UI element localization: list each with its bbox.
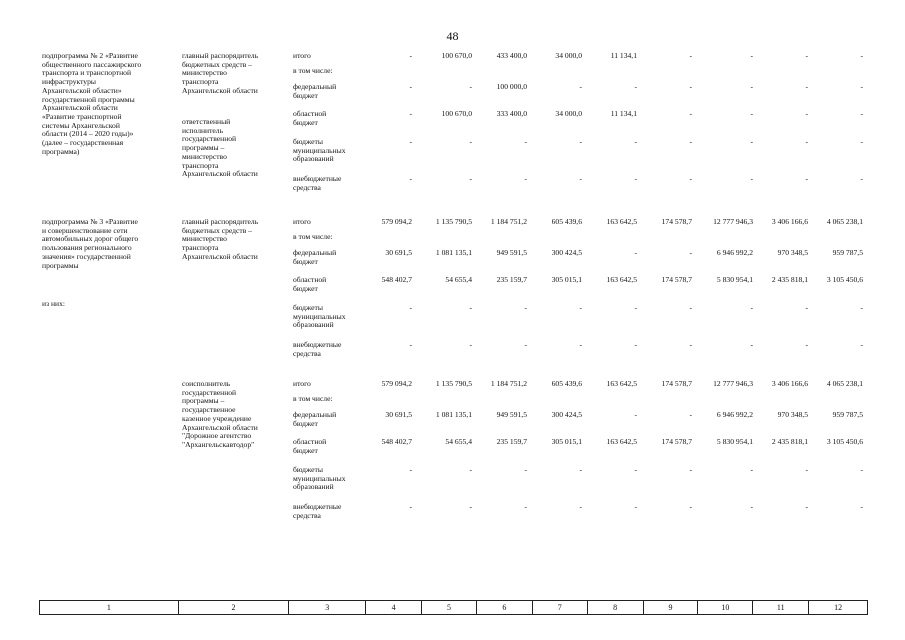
subprogram-name-line: автомобильных дорог общего — [42, 234, 139, 244]
amount-cell: 5 830 954,1 — [716, 275, 753, 284]
amount-cell: - — [409, 502, 412, 511]
funding-source-label-line: бюджеты — [293, 303, 323, 312]
column-number-cell: 4 — [366, 601, 422, 614]
subprogram-name-line: системы Архангельской — [42, 120, 120, 130]
amount-cell: 1 135 790,5 — [435, 379, 472, 388]
amount-cell: - — [689, 502, 692, 511]
amount-cell: - — [409, 174, 412, 183]
amount-cell: 433 400,0 — [496, 51, 527, 60]
funding-source-label — [293, 110, 373, 127]
column-number-cell: 3 — [289, 601, 366, 614]
funding-source-label-line: бюджет — [293, 418, 318, 428]
amount-cell: - — [634, 137, 637, 146]
funding-source-label-line: средства — [293, 510, 321, 520]
responsible-executor-line: главный распорядитель — [182, 51, 259, 60]
funding-source-label-line: федеральный — [293, 82, 337, 91]
responsible-executor-line: программы – — [182, 143, 225, 153]
funding-source-label-line: образований — [293, 482, 334, 492]
column-number-cell: 11 — [753, 601, 809, 614]
amount-cell: - — [860, 303, 863, 312]
amount-cell: - — [805, 465, 808, 474]
funding-source-label-line: внебюджетные — [293, 340, 342, 349]
amount-cell: 300 424,5 — [551, 410, 582, 419]
amount-cell: - — [579, 340, 582, 349]
amount-cell: 1 135 790,5 — [435, 217, 472, 226]
amount-cell: 2 435 818,1 — [771, 275, 808, 284]
amount-cell: - — [860, 174, 863, 183]
responsible-executor-line: министерство — [182, 151, 227, 161]
amount-cell: - — [750, 109, 753, 118]
amount-cell: - — [860, 502, 863, 511]
funding-source-label — [293, 83, 373, 100]
amount-cell: 1 184 751,2 — [490, 217, 527, 226]
responsible-executor-line: бюджетных средств – — [182, 59, 252, 69]
amount-cell: - — [805, 303, 808, 312]
amount-cell: - — [689, 303, 692, 312]
subprogram-name-line: Архангельской области» — [42, 85, 122, 95]
column-number-cell: 9 — [644, 601, 699, 614]
amount-cell: - — [634, 248, 637, 257]
subprogram-name-line: (далее – государственная — [42, 138, 124, 148]
amount-cell: 949 591,5 — [496, 410, 527, 419]
subprogram-name-line: государственной программы — [42, 94, 135, 104]
amount-cell: 12 777 946,3 — [713, 379, 753, 388]
responsible-executor-line: транспорта — [182, 243, 219, 253]
amount-cell: 605 439,6 — [551, 379, 582, 388]
responsible-executor-line: "Архангельскавтодор" — [182, 439, 255, 449]
responsible-executor-line: бюджетных средств – — [182, 225, 252, 235]
amount-cell: - — [524, 137, 527, 146]
amount-cell: - — [750, 82, 753, 91]
amount-cell: 2 435 818,1 — [771, 437, 808, 446]
amount-cell: 163 642,5 — [606, 217, 637, 226]
amount-cell: - — [805, 82, 808, 91]
subprogram-name-line: подпрограмма № 2 «Развитие — [42, 51, 138, 60]
amount-cell: 579 094,2 — [381, 379, 412, 388]
amount-cell: 4 065 238,1 — [826, 217, 863, 226]
funding-source-label-line: образований — [293, 320, 334, 330]
amount-cell: - — [750, 502, 753, 511]
responsible-executor-line: транспорта — [182, 77, 219, 87]
amount-cell: 3 406 166,6 — [771, 217, 808, 226]
subprogram-name-line: транспорта и транспортной — [42, 68, 132, 78]
amount-cell: 30 691,5 — [385, 410, 412, 419]
amount-cell: 1 081 135,1 — [435, 248, 472, 257]
amount-cell: 3 406 166,6 — [771, 379, 808, 388]
funding-source-label-line: муниципальных — [293, 473, 346, 483]
amount-cell: - — [860, 82, 863, 91]
funding-source-label-line: областной — [293, 437, 327, 446]
amount-cell: 12 777 946,3 — [713, 217, 753, 226]
funding-source-label — [293, 503, 373, 520]
funding-source-label-line: образований — [293, 154, 334, 164]
amount-cell: 949 591,5 — [496, 248, 527, 257]
amount-cell: 174 578,7 — [661, 275, 692, 284]
amount-cell: 100 000,0 — [496, 82, 527, 91]
amount-cell: - — [689, 248, 692, 257]
amount-cell: 30 691,5 — [385, 248, 412, 257]
amount-cell: - — [409, 340, 412, 349]
amount-cell: 34 000,0 — [555, 51, 582, 60]
amount-cell: - — [469, 465, 472, 474]
amount-cell: 11 134,1 — [610, 51, 637, 60]
amount-cell: 54 655,4 — [445, 437, 472, 446]
funding-source-label-line: в том числе: — [293, 232, 333, 241]
responsible-executor-line: главный распорядитель — [182, 217, 259, 226]
amount-cell: 100 670,0 — [441, 109, 472, 118]
subprogram-name-line: пользования регионального — [42, 243, 132, 253]
funding-source-label-line: итого — [293, 379, 311, 388]
amount-cell: 300 424,5 — [551, 248, 582, 257]
amount-cell: - — [469, 82, 472, 91]
amount-cell: 235 159,7 — [496, 275, 527, 284]
amount-cell: - — [409, 51, 412, 60]
subprogram-name — [42, 52, 180, 156]
amount-cell: - — [860, 109, 863, 118]
amount-cell: 970 348,5 — [777, 248, 808, 257]
subprogram-name-line: «Развитие транспортной — [42, 111, 122, 121]
funding-source-label — [293, 249, 373, 266]
amount-cell: - — [805, 51, 808, 60]
amount-cell: - — [860, 340, 863, 349]
amount-cell: - — [805, 137, 808, 146]
amount-cell: - — [409, 137, 412, 146]
amount-cell: - — [469, 174, 472, 183]
amount-cell: - — [579, 303, 582, 312]
responsible-executor-line: Архангельской области — [182, 251, 258, 261]
responsible-executor-line: ответственный — [182, 117, 231, 126]
amount-cell: - — [524, 340, 527, 349]
amount-cell: - — [469, 502, 472, 511]
amount-cell: - — [634, 502, 637, 511]
subprogram-name-line: подпрограмма № 3 «Развитие — [42, 217, 138, 226]
amount-cell: - — [634, 465, 637, 474]
page-number: 48 — [446, 29, 459, 43]
amount-cell: 163 642,5 — [606, 379, 637, 388]
amount-cell: 959 787,5 — [832, 248, 863, 257]
amount-cell: - — [524, 303, 527, 312]
amount-cell: - — [689, 410, 692, 419]
funding-source-label — [293, 395, 373, 404]
funding-source-label-line: бюджет — [293, 283, 318, 293]
amount-cell: - — [469, 340, 472, 349]
funding-source-label — [293, 233, 373, 242]
funding-source-label — [293, 341, 373, 358]
amount-cell: - — [579, 137, 582, 146]
column-numbers-row — [39, 600, 868, 615]
funding-source-label-line: муниципальных — [293, 145, 346, 155]
subprogram-name-line: программы — [42, 260, 79, 270]
funding-source-label — [293, 438, 373, 455]
funding-source-label-line: бюджеты — [293, 137, 323, 146]
funding-source-label-line: бюджет — [293, 90, 318, 100]
amount-cell: - — [409, 465, 412, 474]
amount-cell: - — [750, 303, 753, 312]
amount-cell: 305 015,1 — [551, 437, 582, 446]
amount-cell: 1 081 135,1 — [435, 410, 472, 419]
amount-cell: 11 134,1 — [610, 109, 637, 118]
amount-cell: - — [469, 137, 472, 146]
column-number-cell: 8 — [588, 601, 644, 614]
funding-source-label-line: бюджеты — [293, 465, 323, 474]
amount-cell: - — [634, 340, 637, 349]
amount-cell: - — [689, 82, 692, 91]
amount-cell: 34 000,0 — [555, 109, 582, 118]
amount-cell: 174 578,7 — [661, 217, 692, 226]
amount-cell: 605 439,6 — [551, 217, 582, 226]
amount-cell: 579 094,2 — [381, 217, 412, 226]
funding-source-label-line: областной — [293, 109, 327, 118]
column-number-cell: 6 — [477, 601, 533, 614]
funding-source-label-line: бюджет — [293, 256, 318, 266]
amount-cell: - — [409, 303, 412, 312]
amount-cell: - — [750, 51, 753, 60]
column-number-cell: 5 — [422, 601, 477, 614]
amount-cell: 5 830 954,1 — [716, 437, 753, 446]
amount-cell: - — [524, 502, 527, 511]
amount-cell: - — [579, 82, 582, 91]
amount-cell: 6 946 992,2 — [716, 410, 753, 419]
responsible-executor — [182, 52, 292, 96]
amount-cell: - — [634, 410, 637, 419]
amount-cell: - — [689, 174, 692, 183]
amount-cell: 163 642,5 — [606, 437, 637, 446]
amount-cell: - — [689, 340, 692, 349]
funding-source-label-line: в том числе: — [293, 66, 333, 75]
funding-source-label-line: итого — [293, 51, 311, 60]
funding-source-label — [293, 380, 373, 389]
column-number-cell: 12 — [834, 603, 843, 612]
column-number-cell: 2 — [179, 601, 290, 614]
responsible-executor-line: Архангельской области — [182, 169, 258, 179]
amount-cell: 4 065 238,1 — [826, 379, 863, 388]
amount-cell: - — [689, 465, 692, 474]
funding-source-label-line: бюджет — [293, 117, 318, 127]
amount-cell: - — [409, 109, 412, 118]
amount-cell: - — [579, 502, 582, 511]
amount-cell: - — [805, 502, 808, 511]
amount-cell: - — [524, 465, 527, 474]
funding-source-label-line: федеральный — [293, 248, 337, 257]
funding-source-label-line: внебюджетные — [293, 174, 342, 183]
responsible-executor-line: программы – — [182, 396, 225, 406]
column-number-cell: 7 — [533, 601, 588, 614]
amount-cell: - — [634, 174, 637, 183]
amount-cell: 970 348,5 — [777, 410, 808, 419]
funding-source-label — [293, 304, 373, 330]
column-number-cell: 10 — [698, 601, 753, 614]
funding-source-label — [293, 218, 373, 227]
amount-cell: - — [805, 340, 808, 349]
funding-source-label — [293, 276, 373, 293]
subprogram-name-line: программа) — [42, 146, 80, 156]
amount-cell: - — [750, 174, 753, 183]
subprogram-name-line: области (2014 – 2020 годы)» — [42, 129, 134, 139]
amount-cell: 548 402,7 — [381, 275, 412, 284]
amount-cell: 100 670,0 — [441, 51, 472, 60]
amount-cell: - — [805, 174, 808, 183]
amount-cell: - — [469, 303, 472, 312]
responsible-executor-line: государственной — [182, 387, 237, 397]
amount-cell: - — [634, 303, 637, 312]
funding-source-label — [293, 52, 373, 61]
amount-cell: 333 400,0 — [496, 109, 527, 118]
amount-cell: 959 787,5 — [832, 410, 863, 419]
subprogram-note: из них: — [42, 299, 65, 308]
funding-source-label-line: итого — [293, 217, 311, 226]
column-number-cell: 1 — [40, 601, 179, 614]
funding-source-label-line: областной — [293, 275, 327, 284]
subprogram-name-line: Архангельской области — [42, 103, 118, 113]
amount-cell: 3 105 450,6 — [826, 275, 863, 284]
amount-cell: - — [689, 137, 692, 146]
funding-source-label — [293, 138, 373, 164]
amount-cell: - — [409, 82, 412, 91]
responsible-executor-line: соисполнитель — [182, 379, 231, 388]
responsible-executor-line: Архангельской области — [182, 85, 258, 95]
amount-cell: 235 159,7 — [496, 437, 527, 446]
responsible-executor-line: министерство — [182, 68, 227, 78]
amount-cell: - — [689, 51, 692, 60]
amount-cell: - — [860, 465, 863, 474]
subprogram-name-line: и совершенствование сети — [42, 225, 128, 235]
amount-cell: 548 402,7 — [381, 437, 412, 446]
amount-cell: 54 655,4 — [445, 275, 472, 284]
amount-cell: - — [860, 51, 863, 60]
responsible-executor-line: "Дорожное агентство — [182, 431, 252, 441]
responsible-executor — [182, 380, 292, 450]
amount-cell: - — [750, 340, 753, 349]
amount-cell: 3 105 450,6 — [826, 437, 863, 446]
responsible-executor-line: государственное — [182, 405, 236, 415]
funding-source-label-line: муниципальных — [293, 311, 346, 321]
amount-cell: - — [750, 137, 753, 146]
funding-source-label — [293, 175, 373, 192]
subprogram-name — [42, 218, 180, 270]
subprogram-name-line: значения» государственной — [42, 251, 131, 261]
funding-source-label-line: в том числе: — [293, 394, 333, 403]
amount-cell: 174 578,7 — [661, 437, 692, 446]
responsible-executor — [182, 218, 292, 262]
amount-cell: 174 578,7 — [661, 379, 692, 388]
funding-source-label-line: бюджет — [293, 445, 318, 455]
amount-cell: - — [750, 465, 753, 474]
responsible-executor-line: Архангельской области — [182, 422, 258, 432]
amount-cell: - — [579, 174, 582, 183]
responsible-executor-line: государственной — [182, 134, 237, 144]
amount-cell: - — [524, 174, 527, 183]
amount-cell: 305 015,1 — [551, 275, 582, 284]
responsible-executor-line: казенное учреждение — [182, 413, 252, 423]
responsible-executor-line: министерство — [182, 234, 227, 244]
amount-cell: - — [634, 82, 637, 91]
responsible-executor — [182, 118, 292, 179]
subprogram-name-line: инфраструктуры — [42, 77, 96, 87]
amount-cell: - — [579, 465, 582, 474]
funding-source-label — [293, 411, 373, 428]
responsible-executor-line: транспорта — [182, 160, 219, 170]
funding-source-label-line: внебюджетные — [293, 502, 342, 511]
amount-cell: 6 946 992,2 — [716, 248, 753, 257]
amount-cell: 163 642,5 — [606, 275, 637, 284]
amount-cell: - — [689, 109, 692, 118]
subprogram-name-line: общественного пассажирского — [42, 59, 142, 69]
amount-cell: - — [860, 137, 863, 146]
amount-cell: - — [805, 109, 808, 118]
amount-cell: 1 184 751,2 — [490, 379, 527, 388]
funding-source-label-line: федеральный — [293, 410, 337, 419]
funding-source-label-line: средства — [293, 348, 321, 358]
responsible-executor-line: исполнитель — [182, 125, 224, 135]
funding-source-label — [293, 67, 373, 76]
funding-source-label-line: средства — [293, 182, 321, 192]
funding-source-label — [293, 466, 373, 492]
